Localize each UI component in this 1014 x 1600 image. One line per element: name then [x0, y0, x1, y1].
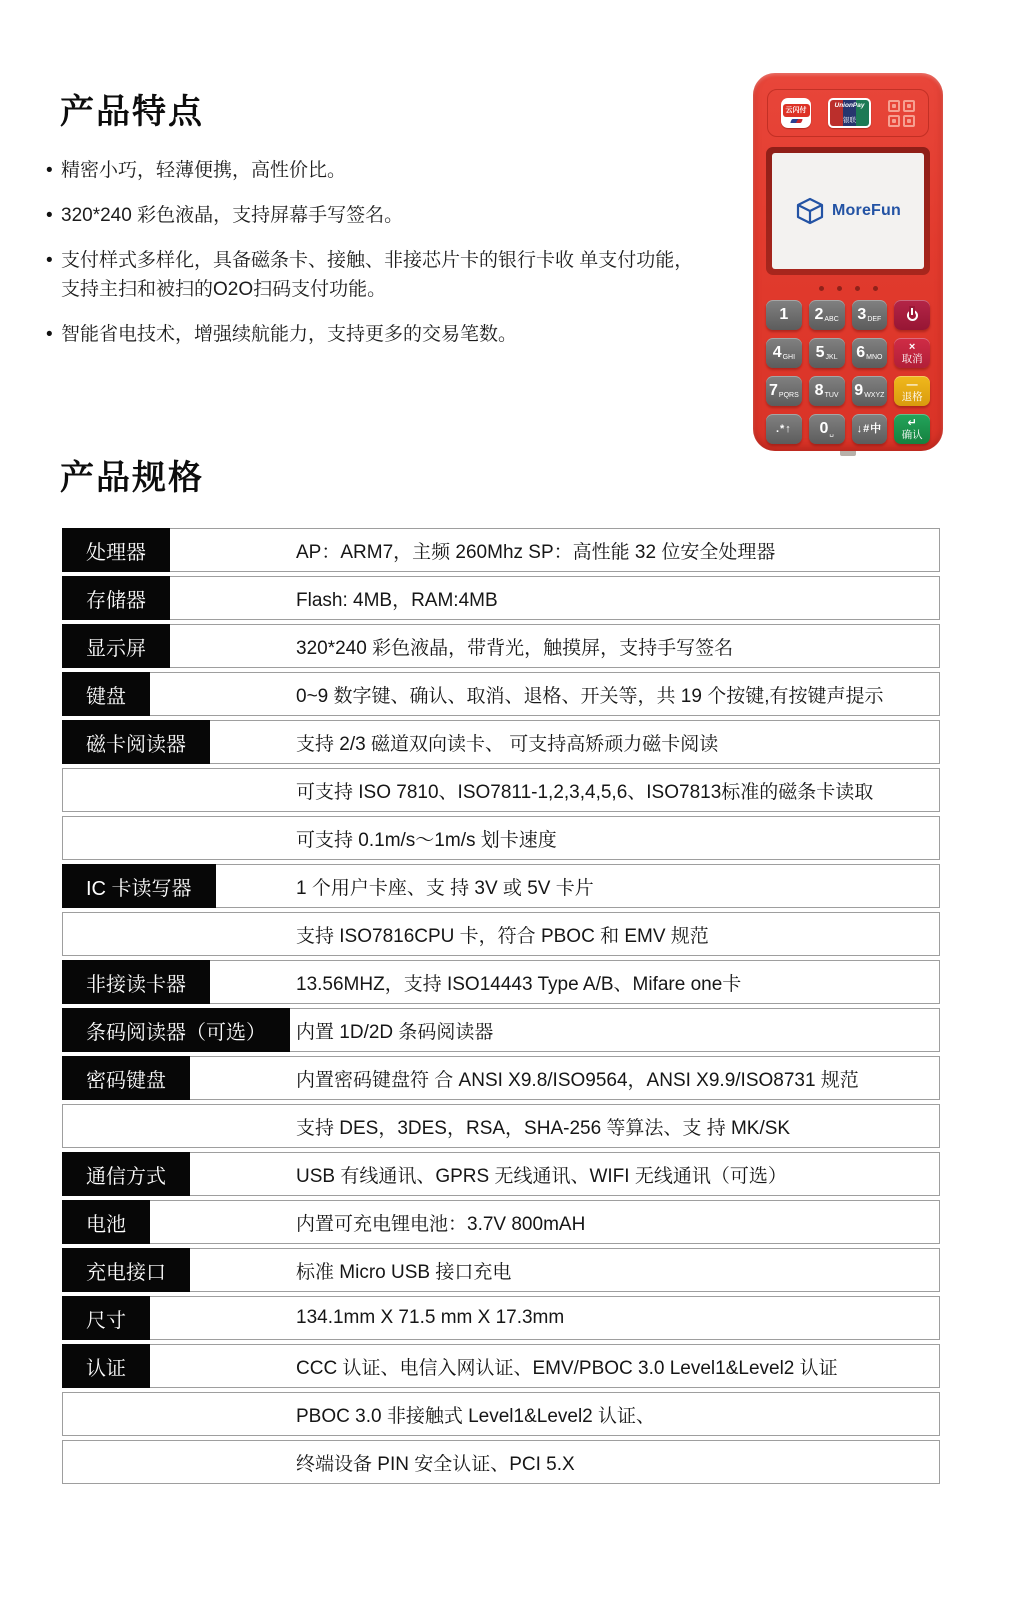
spec-row — [62, 1248, 940, 1292]
spec-value: USB 有线通讯、GPRS 无线通讯、WIFI 无线通讯（可选） — [296, 1165, 787, 1187]
key-main-label: 0 — [819, 420, 829, 437]
morefun-cube-logo-icon — [795, 196, 825, 226]
spec-value: AP：ARM7，主频 260Mhz SP：高性能 32 位安全处理器 — [296, 541, 776, 563]
key-main-label: 9 — [854, 382, 864, 399]
feature-bullet-list — [46, 156, 694, 365]
cancel-icon: × — [908, 340, 916, 353]
spec-row — [62, 912, 940, 956]
key-sub-label: JKL — [825, 353, 838, 361]
key-function-label: 退格 — [901, 390, 923, 403]
key-sub-label: ␣ — [829, 429, 834, 437]
key-main-label: 8 — [814, 382, 824, 399]
spec-label: 密码键盘 — [62, 1056, 190, 1100]
key-2 — [809, 300, 845, 330]
spec-label: 电池 — [62, 1200, 150, 1244]
qr-code-icon — [888, 100, 915, 127]
key-main-label: .*↑ — [775, 422, 792, 435]
power-icon — [907, 310, 918, 321]
feature-bullet: • 支付样式多样化，具备磁条卡、接触、非接芯片卡的银行卡收 单支付功能， 支持主扫和被扫的O2O扫码支付功能。 — [46, 246, 694, 304]
spec-value: PBOC 3.0 非接触式 Level1&Level2 认证、 — [296, 1405, 656, 1427]
spec-row — [62, 1440, 940, 1484]
key-6 — [852, 338, 888, 368]
spec-row — [62, 1104, 940, 1148]
feature-bullet: • 320*240 彩色液晶，支持屏幕手写签名。 — [46, 201, 694, 230]
spec-row — [62, 624, 940, 668]
spec-value: 13.56MHZ，支持 ISO14443 Type A/B、Mifare one卡 — [296, 973, 742, 995]
spec-value: 0~9 数字键、确认、取消、退格、开关等，共 19 个按键,有按键声提示 — [296, 685, 884, 707]
spec-row — [62, 1200, 940, 1244]
key-sub-label: ABC — [824, 315, 839, 323]
key-function-label: 取消 — [901, 352, 923, 365]
unionpay-sub-label: 银联 — [843, 116, 856, 124]
spec-value: 内置密码键盘符 合 ANSI X9.8/ISO9564，ANSI X9.9/ISO8731 规范 — [296, 1069, 859, 1091]
key-sub-label: MNO — [866, 353, 883, 361]
backspace-key — [894, 376, 930, 406]
yunshanfu-label: 云闪付 — [783, 104, 810, 117]
key-main-label: 6 — [856, 344, 866, 361]
pos-device-image — [753, 73, 943, 451]
feature-bullet: • 智能省电技术，增强续航能力，支持更多的交易笔数。 — [46, 320, 694, 349]
spec-label: 键盘 — [62, 672, 150, 716]
keypad — [766, 300, 930, 444]
device-screen — [772, 153, 924, 269]
key-main-label: 3 — [857, 306, 867, 323]
key-0 — [809, 414, 845, 444]
spec-value: 320*240 彩色液晶，带背光，触摸屏，支持手写签名 — [296, 637, 734, 659]
spec-label: 条码阅读器（可选） — [62, 1008, 290, 1052]
key-1 — [766, 300, 802, 330]
key-7 — [766, 376, 802, 406]
device-top-icon-strip — [767, 89, 929, 137]
spec-row — [62, 672, 940, 716]
spec-row — [62, 576, 940, 620]
key-sub-label: DEF — [867, 315, 882, 323]
spec-label: 充电接口 — [62, 1248, 190, 1292]
key-sub-label: WXYZ — [864, 391, 885, 399]
key-main-label: 4 — [772, 344, 782, 361]
spec-value: 内置 1D/2D 条码阅读器 — [296, 1021, 494, 1043]
confirm-icon: ↵ — [907, 416, 917, 429]
spec-value: CCC 认证、电信入网认证、EMV/PBOC 3.0 Level1&Level2 认证 — [296, 1357, 838, 1379]
spec-value: 支持 2/3 磁道双向读卡、 可支持高矫顽力磁卡阅读 — [296, 733, 719, 755]
feature-bullet: • 精密小巧，轻薄便携，高性价比。 — [46, 156, 694, 185]
spec-value: Flash: 4MB，RAM:4MB — [296, 589, 498, 611]
spec-row — [62, 1056, 940, 1100]
key-3 — [852, 300, 888, 330]
key-main-label: 5 — [815, 344, 825, 361]
cancel-key — [894, 338, 930, 368]
spec-label: 通信方式 — [62, 1152, 190, 1196]
spec-value: 134.1mm X 71.5 mm X 17.3mm — [296, 1307, 565, 1328]
spec-value: 终端设备 PIN 安全认证、PCI 5.X — [296, 1453, 575, 1475]
morefun-brand-text: MoreFun — [832, 202, 901, 219]
spec-row — [62, 528, 940, 572]
spec-value: 可支持 0.1m/s～1m/s 划卡速度 — [296, 829, 557, 851]
key-main-label: 2 — [814, 306, 824, 323]
key-main-label: ↓#中 — [856, 422, 883, 435]
spec-label: 显示屏 — [62, 624, 170, 668]
spec-row — [62, 1152, 940, 1196]
key-9 — [852, 376, 888, 406]
spec-row — [62, 864, 940, 908]
key-5 — [809, 338, 845, 368]
spec-label: 尺寸 — [62, 1296, 150, 1340]
specs-section-title: 产品规格 — [60, 459, 204, 497]
spec-value: 支持 ISO7816CPU 卡，符合 PBOC 和 EMV 规范 — [296, 925, 709, 947]
key-sub-label: PQRS — [778, 391, 799, 399]
yunshanfu-app-icon — [781, 98, 811, 128]
spec-value: 1 个用户卡座、支 持 3V 或 5V 卡片 — [296, 877, 594, 899]
spec-value: 可支持 ISO 7810、ISO7811-1,2,3,4,5,6、ISO7813标准的磁条卡读取 — [296, 781, 874, 803]
spec-row — [62, 816, 940, 860]
speaker-dots — [753, 286, 943, 291]
spec-label: 磁卡阅读器 — [62, 720, 210, 764]
spec-value: 标准 Micro USB 接口充电 — [296, 1261, 512, 1283]
spec-value: 内置可充电锂电池：3.7V 800mAH — [296, 1213, 586, 1235]
spec-value: 支持 DES，3DES，RSA，SHA-256 等算法、支 持 MK/SK — [296, 1117, 791, 1139]
key-↓#中 — [852, 414, 888, 444]
yunshanfu-flag-icon — [790, 119, 803, 123]
features-section-title: 产品特点 — [60, 93, 204, 131]
spec-row — [62, 960, 940, 1004]
key-sub-label: GHI — [782, 353, 796, 361]
key-4 — [766, 338, 802, 368]
power-key — [894, 300, 930, 330]
spec-label: 存储器 — [62, 576, 170, 620]
spec-label: 认证 — [62, 1344, 150, 1388]
spec-label: 非接读卡器 — [62, 960, 210, 1004]
key-sub-label: TUV — [824, 391, 839, 399]
confirm-key — [894, 414, 930, 444]
key-main-label: 7 — [769, 382, 778, 399]
unionpay-label: UnionPay — [834, 102, 865, 109]
key-8 — [809, 376, 845, 406]
spec-label: 处理器 — [62, 528, 170, 572]
key-.*↑ — [766, 414, 802, 444]
spec-row — [62, 768, 940, 812]
spec-row — [62, 1344, 940, 1388]
usb-notch — [840, 447, 856, 456]
spec-row — [62, 1296, 940, 1340]
screen-bezel — [766, 147, 930, 275]
unionpay-logo-icon — [828, 98, 871, 128]
key-function-label: 确认 — [901, 428, 923, 441]
backspace-icon: — — [906, 378, 918, 391]
spec-label: IC 卡读写器 — [62, 864, 216, 908]
spec-row — [62, 1008, 940, 1052]
specs-table — [62, 528, 940, 1488]
spec-row — [62, 1392, 940, 1436]
key-main-label: 1 — [779, 306, 789, 323]
spec-row — [62, 720, 940, 764]
